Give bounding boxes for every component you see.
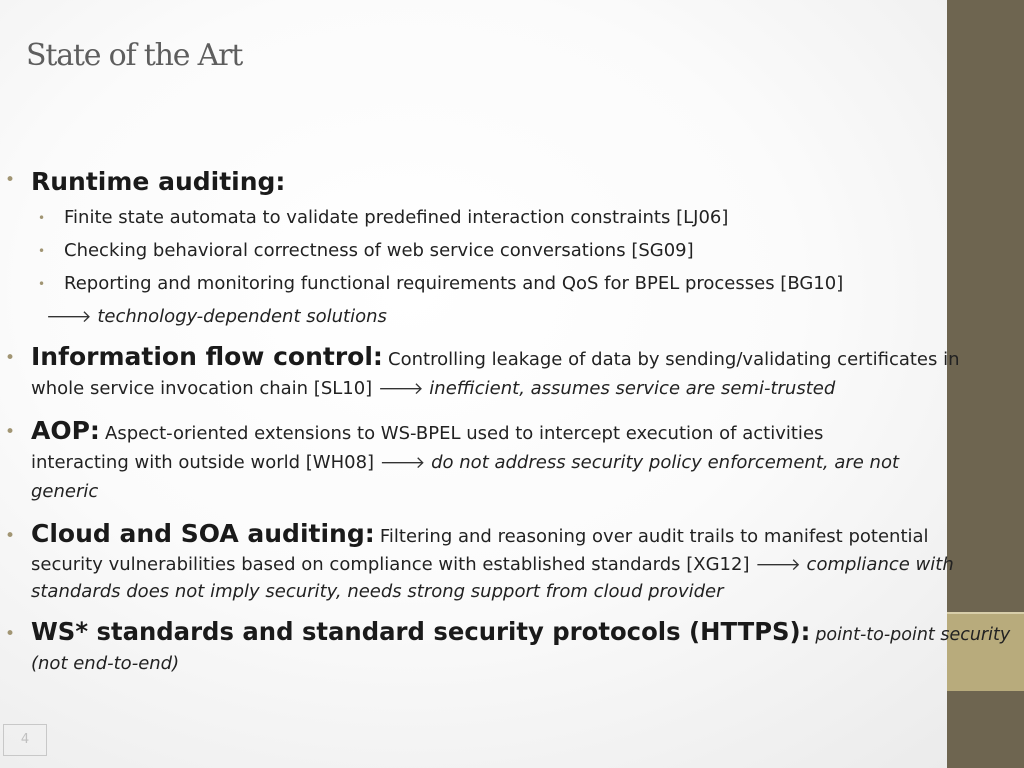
ws-standards-heading: WS* standards and standard security protocols (HTTPS): [31, 617, 811, 646]
runtime-conclusion: technology-dependent solutions [97, 306, 387, 327]
info-flow-text-1: Controlling leakage of data by sending/validating certificates in [388, 349, 960, 370]
info-flow-row-2 [31, 378, 835, 399]
bullet-icon: • [5, 624, 16, 644]
arrow-right-icon: 🡒 [377, 379, 424, 399]
info-flow-conclusion: inefficient, assumes service are semi-trusted [429, 378, 836, 399]
ws-standards-row [31, 617, 1010, 646]
info-flow-heading: Information flow control: [31, 342, 383, 371]
runtime-item-3: Reporting and monitoring functional requirements and QoS for BPEL processes [BG10] [64, 273, 844, 294]
cloud-soa-text-2: security vulnerabilities based on compliance with established standards [XG12] [31, 554, 750, 575]
runtime-item-2: Checking behavioral correctness of web service conversations [SG09] [64, 240, 694, 261]
info-flow-row [31, 342, 960, 371]
aop-row-2 [31, 452, 899, 473]
arrow-right-icon: 🡒 [379, 453, 426, 473]
arrow-right-icon: 🡒 [755, 555, 801, 575]
ws-standards-conclusion-2: (not end-to-end) [31, 653, 180, 674]
slide-title: State of the Art [26, 38, 243, 73]
cloud-soa-text-1: Filtering and reasoning over audit trails to manifest potential [379, 526, 929, 547]
bullet-icon: • [5, 348, 16, 368]
arrow-right-icon: 🡒 [46, 307, 92, 327]
info-flow-text-2: whole service invocation chain [SL10] [31, 378, 373, 399]
aop-text-1: Aspect-oriented extensions to WS-BPEL used to intercept execution of activities [105, 423, 824, 444]
cloud-soa-heading: Cloud and SOA auditing: [31, 519, 375, 548]
aop-conclusion-1: do not address security policy enforcement, are not [431, 452, 900, 473]
ws-standards-conclusion-1: point-to-point security [815, 624, 1011, 645]
bullet-icon: • [5, 526, 16, 546]
sub-bullet-icon: • [38, 244, 46, 258]
cloud-soa-conclusion-2: standards does not imply security, needs strong support from cloud provider [31, 581, 724, 602]
runtime-auditing-heading: Runtime auditing: [31, 167, 286, 196]
aop-heading: AOP: [31, 416, 100, 445]
cloud-soa-row-2 [31, 554, 954, 575]
slide-number: 4 [3, 724, 47, 756]
bullet-icon: • [5, 170, 16, 190]
runtime-item-1: Finite state automata to validate predefined interaction constraints [LJ06] [64, 207, 729, 228]
aop-row [31, 416, 823, 445]
aop-conclusion-2: generic [31, 481, 99, 502]
bullet-icon: • [5, 422, 16, 442]
runtime-conclusion-row [46, 306, 387, 327]
cloud-soa-row [31, 519, 929, 548]
sub-bullet-icon: • [38, 211, 46, 225]
sub-bullet-icon: • [38, 277, 46, 291]
aop-text-2: interacting with outside world [WH08] [31, 452, 375, 473]
cloud-soa-conclusion-1: compliance with [806, 554, 954, 575]
